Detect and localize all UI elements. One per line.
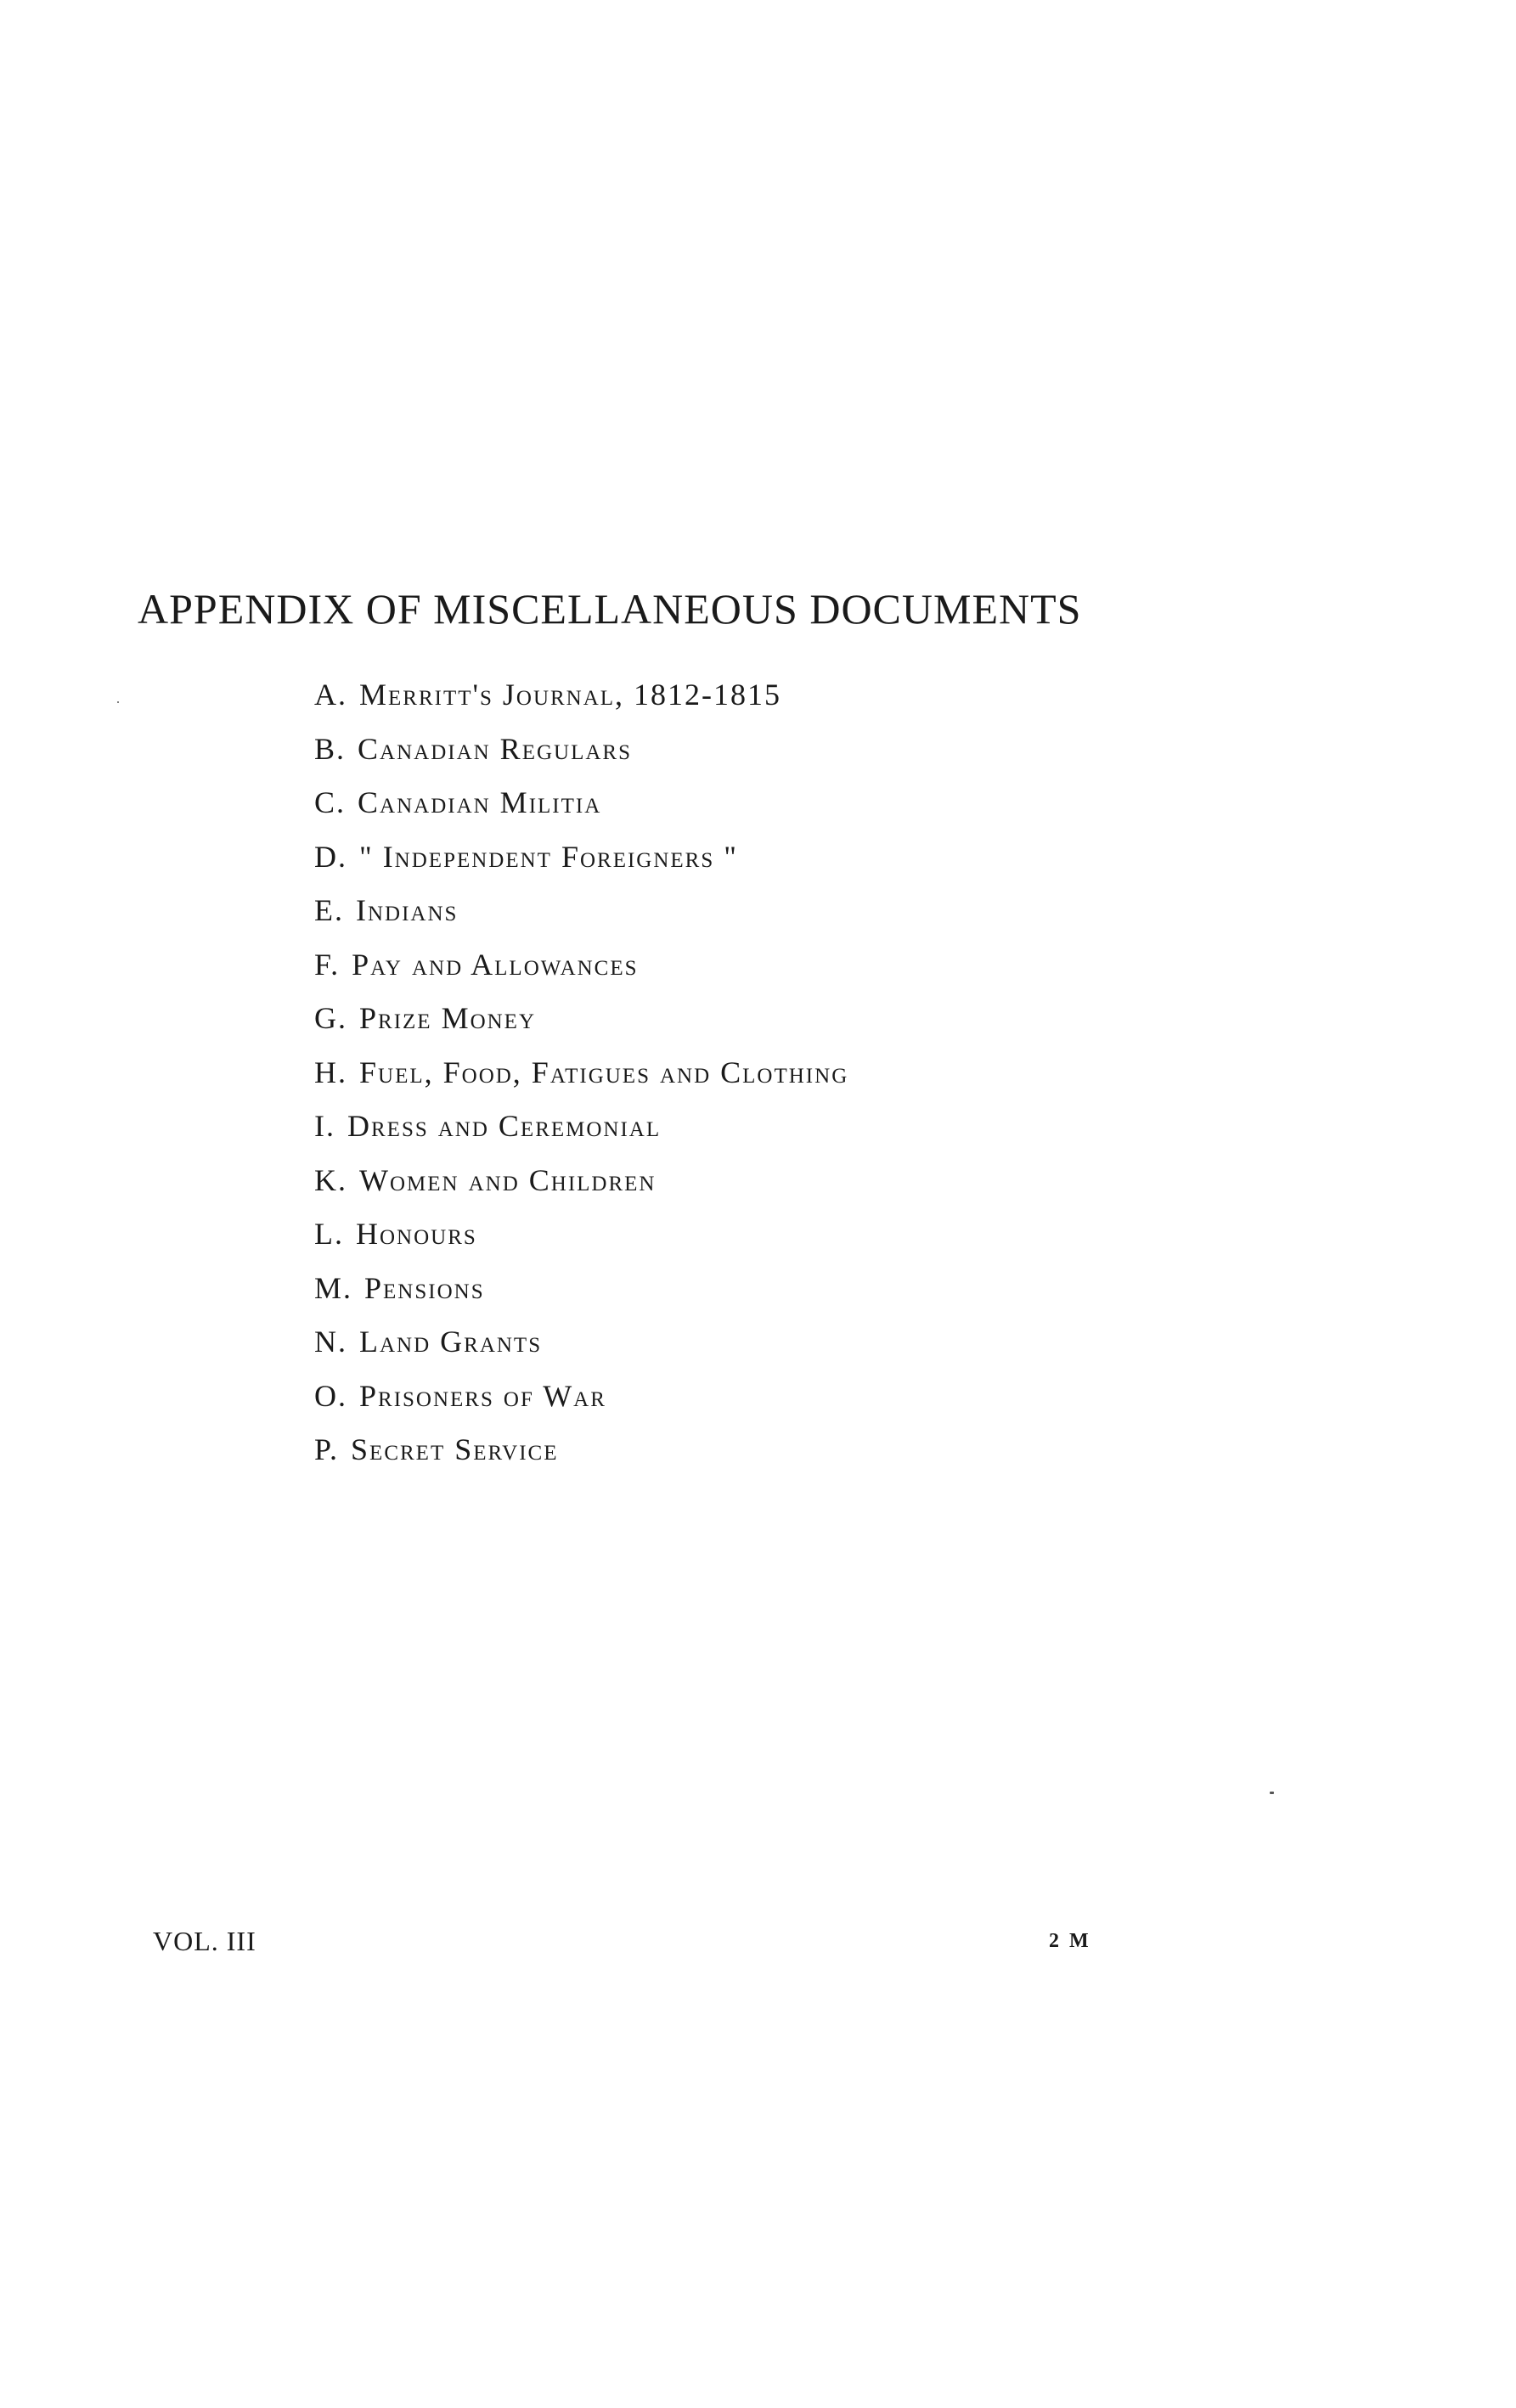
item-label: Honours [356,1217,477,1251]
item-label: Merritt's Journal, 1812-1815 [359,678,782,712]
appendix-contents-list [314,679,848,1488]
list-item [314,679,848,734]
item-letter: N. [314,1325,347,1359]
scan-speck [1270,1792,1274,1794]
page-title: APPENDIX OF MISCELLANEOUS DOCUMENTS [138,585,1082,633]
item-letter: F. [314,947,341,982]
list-item [314,895,848,949]
item-label: Secret Service [351,1432,559,1466]
list-item [314,1218,848,1273]
item-letter: H. [314,1055,347,1089]
list-item [314,1003,848,1057]
list-item [314,949,848,1004]
item-label: Land Grants [359,1325,543,1359]
signature-mark: 2 M [1049,1930,1091,1952]
item-label: Prize Money [359,1001,537,1035]
list-item [314,1270,848,1327]
item-letter: K. [314,1162,347,1197]
list-item [314,787,848,841]
item-label: Pay and Allowances [352,947,639,982]
item-label: Fuel, Food, Fatigues and Clothing [359,1055,849,1089]
item-label: Women and Children [359,1162,657,1197]
item-label: Dress and Ceremonial [347,1109,662,1143]
item-letter: P. [314,1432,340,1466]
item-letter: A. [314,678,347,712]
volume-label: VOL. III [153,1926,256,1956]
item-letter: M. [314,1270,353,1305]
item-letter: E. [314,893,344,927]
item-letter: L. [314,1217,344,1251]
item-letter: I. [314,1109,335,1143]
list-item [314,841,848,896]
list-item [314,1111,848,1165]
item-label: Indians [356,893,459,927]
list-item [314,1057,848,1111]
list-item [314,1434,848,1488]
item-letter: B. [314,731,347,766]
list-item [314,1378,848,1435]
item-letter: G. [314,1001,347,1035]
item-label: Prisoners of War [359,1378,606,1413]
list-item [314,1326,848,1381]
list-item [314,1162,848,1219]
item-letter: D. [314,839,347,874]
list-item [314,731,848,788]
item-letter: C. [314,785,347,819]
scan-speck [117,701,119,703]
item-letter: O. [314,1378,347,1413]
item-label: Canadian Militia [358,785,602,819]
item-label: Canadian Regulars [358,731,632,766]
item-label: Pensions [364,1270,485,1305]
item-label: " Independent Foreigners " [359,839,738,874]
